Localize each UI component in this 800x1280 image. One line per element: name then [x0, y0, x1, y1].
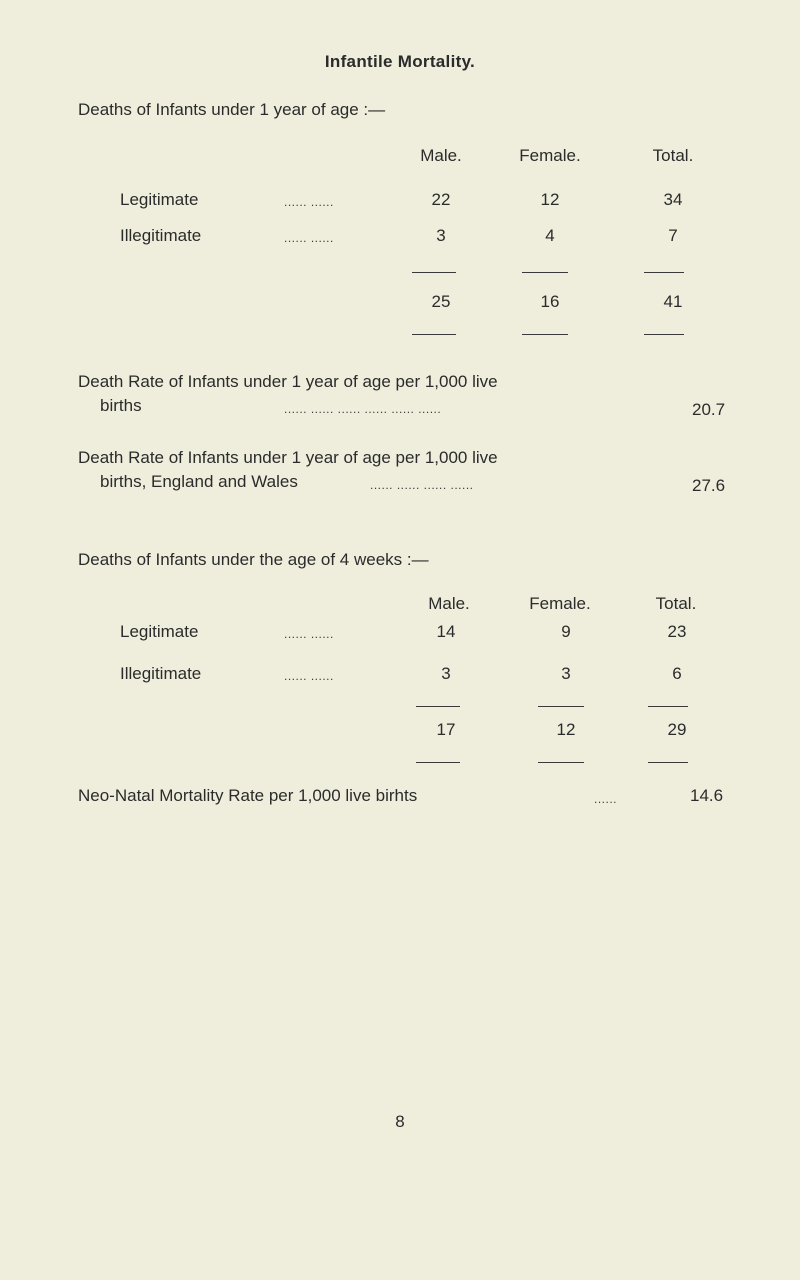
rate2-value: 27.6 [692, 476, 726, 495]
cell-female: 12 [540, 190, 560, 209]
rate1-line2: births [100, 396, 142, 415]
cell-total: 6 [672, 664, 682, 683]
leader-dots: ...... ...... [284, 627, 334, 641]
total-rule [522, 334, 568, 335]
total-female: 12 [556, 720, 576, 739]
rate1-value: 20.7 [692, 400, 726, 419]
total-male: 17 [436, 720, 456, 739]
row-label: Illegitimate [120, 664, 202, 683]
leader-dots: ...... ...... [284, 669, 334, 683]
neonatal-value: 14.6 [690, 786, 724, 805]
total-rule [538, 762, 584, 763]
total-male: 25 [431, 292, 451, 311]
cell-female: 9 [561, 622, 571, 641]
cell-male: 14 [436, 622, 456, 641]
section1-col-male: Male. [420, 146, 462, 165]
cell-total: 34 [663, 190, 683, 209]
cell-female: 3 [561, 664, 571, 683]
total-total: 41 [663, 292, 683, 311]
cell-male: 3 [436, 226, 446, 245]
section2-col-male: Male. [428, 594, 470, 613]
section2-col-female: Female. [529, 594, 591, 613]
leader-dots: ...... ...... [284, 231, 334, 245]
leader-dots: ...... ...... ...... ...... [370, 478, 474, 492]
cell-male: 22 [431, 190, 451, 209]
total-rule [416, 762, 460, 763]
cell-male: 3 [441, 664, 451, 683]
rate2-line1: Death Rate of Infants under 1 year of age per 1,000 live [78, 448, 498, 467]
rate1-line1: Death Rate of Infants under 1 year of age per 1,000 live [78, 372, 498, 391]
row-label: Legitimate [120, 622, 199, 641]
section2-col-total: Total. [655, 594, 697, 613]
section1-col-total: Total. [652, 146, 694, 165]
leader-dots: ...... ...... ...... ...... ...... ...... [284, 402, 442, 416]
subtotal-rule [412, 272, 456, 273]
neonatal-label: Neo-Natal Mortality Rate per 1,000 live birhts [78, 786, 418, 805]
row-label: Illegitimate [120, 226, 202, 245]
section1-heading: Deaths of Infants under 1 year of age :— [78, 100, 386, 119]
section1-col-female: Female. [519, 146, 581, 165]
subtotal-rule [416, 706, 460, 707]
row-label: Legitimate [120, 190, 199, 209]
cell-total: 23 [667, 622, 687, 641]
rate2-line2: births, England and Wales [100, 472, 298, 491]
total-rule [412, 334, 456, 335]
total-rule [648, 762, 688, 763]
leader-dots: ...... ...... [284, 195, 334, 209]
total-female: 16 [540, 292, 560, 311]
page-title: Infantile Mortality. [324, 52, 476, 71]
cell-female: 4 [545, 226, 555, 245]
leader-dots: ...... [594, 792, 618, 806]
page-number: 8 [395, 1112, 405, 1131]
total-total: 29 [667, 720, 687, 739]
section2-heading: Deaths of Infants under the age of 4 weeks :— [78, 550, 429, 569]
subtotal-rule [648, 706, 688, 707]
total-rule [644, 334, 684, 335]
cell-total: 7 [668, 226, 678, 245]
subtotal-rule [522, 272, 568, 273]
subtotal-rule [538, 706, 584, 707]
subtotal-rule [644, 272, 684, 273]
